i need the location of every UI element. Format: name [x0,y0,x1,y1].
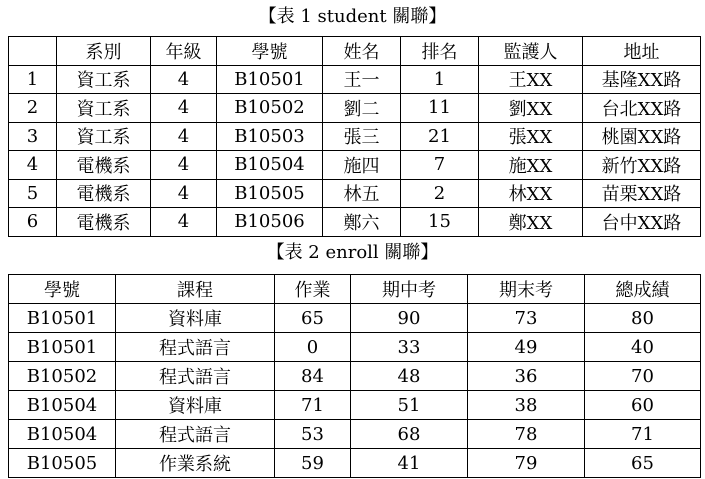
index-cell: 3 [9,122,57,151]
total-cell: 60 [585,391,701,420]
address-cell: 台北XX路 [583,94,701,123]
student-id-cell: B10504 [9,391,116,420]
total-cell: 65 [585,449,701,478]
enroll-header-homework: 作業 [275,275,351,304]
grade-cell: 4 [151,94,217,123]
guardian-cell: 鄭XX [479,208,583,237]
course-cell: 程式語言 [116,362,275,391]
index-cell: 4 [9,151,57,180]
enroll-header-final: 期末考 [468,275,585,304]
guardian-cell: 林XX [479,179,583,208]
student-header-department: 系別 [57,37,151,66]
course-cell: 作業系統 [116,449,275,478]
student-row [9,179,701,208]
enroll-row [9,304,701,333]
student-table [8,36,701,237]
student-header-address: 地址 [583,37,701,66]
index-cell: 2 [9,94,57,123]
final-cell: 49 [468,333,585,362]
index-cell: 1 [9,65,57,94]
student-id-cell: B10501 [217,65,323,94]
address-cell: 桃園XX路 [583,122,701,151]
guardian-cell: 施XX [479,151,583,180]
department-cell: 資工系 [57,122,151,151]
course-cell: 程式語言 [116,420,275,449]
name-cell: 張三 [323,122,401,151]
homework-cell: 84 [275,362,351,391]
student-id-cell: B10501 [9,333,116,362]
student-row [9,65,701,94]
midterm-cell: 51 [351,391,468,420]
midterm-cell: 90 [351,304,468,333]
enroll-row [9,391,701,420]
department-cell: 電機系 [57,179,151,208]
index-cell: 6 [9,208,57,237]
student-id-cell: B10501 [9,304,116,333]
student-id-cell: B10502 [9,362,116,391]
total-cell: 40 [585,333,701,362]
enroll-table-body [9,304,701,478]
student-id-cell: B10503 [217,122,323,151]
midterm-cell: 41 [351,449,468,478]
student-row [9,208,701,237]
midterm-cell: 33 [351,333,468,362]
final-cell: 78 [468,420,585,449]
student-id-cell: B10505 [9,449,116,478]
grade-cell: 4 [151,122,217,151]
student-header-grade: 年級 [151,37,217,66]
department-cell: 電機系 [57,208,151,237]
guardian-cell: 張XX [479,122,583,151]
final-cell: 73 [468,304,585,333]
address-cell: 苗栗XX路 [583,179,701,208]
name-cell: 鄭六 [323,208,401,237]
student-id-cell: B10502 [217,94,323,123]
enroll-row [9,449,701,478]
student-id-cell: B10505 [217,179,323,208]
midterm-cell: 48 [351,362,468,391]
grade-cell: 4 [151,179,217,208]
student-header-index [9,37,57,66]
enroll-header-total: 總成績 [585,275,701,304]
midterm-cell: 68 [351,420,468,449]
enroll-row [9,420,701,449]
total-cell: 80 [585,304,701,333]
name-cell: 王一 [323,65,401,94]
name-cell: 劉二 [323,94,401,123]
student-table-body [9,65,701,236]
address-cell: 台中XX路 [583,208,701,237]
homework-cell: 65 [275,304,351,333]
course-cell: 資料庫 [116,304,275,333]
address-cell: 新竹XX路 [583,151,701,180]
department-cell: 資工系 [57,94,151,123]
course-cell: 程式語言 [116,333,275,362]
enroll-row [9,362,701,391]
homework-cell: 59 [275,449,351,478]
grade-cell: 4 [151,65,217,94]
rank-cell: 15 [401,208,479,237]
enroll-table [8,274,701,478]
student-id-cell: B10504 [9,420,116,449]
enroll-header-course: 課程 [116,275,275,304]
rank-cell: 1 [401,65,479,94]
grade-cell: 4 [151,208,217,237]
student-row [9,94,701,123]
grade-cell: 4 [151,151,217,180]
name-cell: 施四 [323,151,401,180]
enroll-table-caption: 【表 2 enroll 關聯】 [266,242,439,263]
enroll-row [9,333,701,362]
rank-cell: 2 [401,179,479,208]
guardian-cell: 王XX [479,65,583,94]
student-header-name: 姓名 [323,37,401,66]
address-cell: 基隆XX路 [583,65,701,94]
student-row [9,151,701,180]
rank-cell: 11 [401,94,479,123]
rank-cell: 7 [401,151,479,180]
index-cell: 5 [9,179,57,208]
department-cell: 資工系 [57,65,151,94]
enroll-header-student-id: 學號 [9,275,116,304]
rank-cell: 21 [401,122,479,151]
student-row [9,122,701,151]
student-header-student-id: 學號 [217,37,323,66]
total-cell: 71 [585,420,701,449]
name-cell: 林五 [323,179,401,208]
student-table-caption: 【表 1 student 關聯】 [258,6,447,27]
guardian-cell: 劉XX [479,94,583,123]
student-header-rank: 排名 [401,37,479,66]
student-id-cell: B10504 [217,151,323,180]
student-header-guardian: 監護人 [479,37,583,66]
homework-cell: 71 [275,391,351,420]
student-id-cell: B10506 [217,208,323,237]
homework-cell: 53 [275,420,351,449]
course-cell: 資料庫 [116,391,275,420]
enroll-header-row [9,275,701,304]
enroll-header-midterm: 期中考 [351,275,468,304]
final-cell: 38 [468,391,585,420]
student-header-row [9,37,701,66]
total-cell: 70 [585,362,701,391]
department-cell: 電機系 [57,151,151,180]
final-cell: 36 [468,362,585,391]
homework-cell: 0 [275,333,351,362]
final-cell: 79 [468,449,585,478]
